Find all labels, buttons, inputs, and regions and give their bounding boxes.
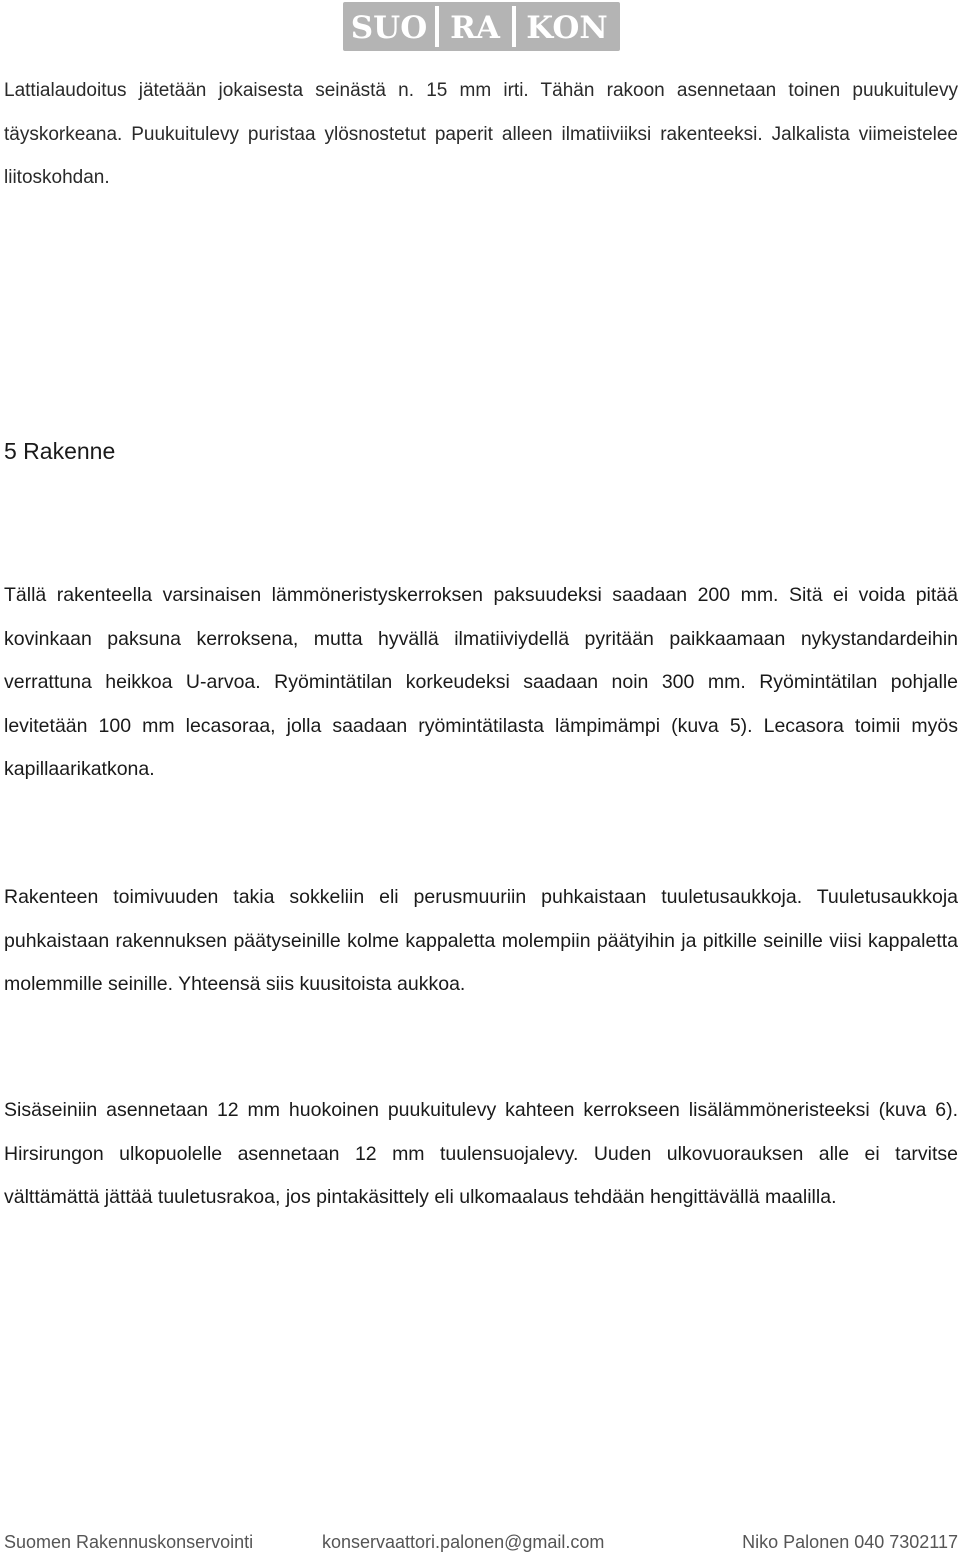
section-heading: 5 Rakenne [4, 438, 116, 464]
footer-contact: Niko Palonen 040 7302117 [742, 1532, 958, 1552]
footer-company: Suomen Rakennuskonservointi [4, 1532, 254, 1552]
intro-paragraph: Lattialaudoitus jätetään jokaisesta seinästä n. 15 mm irti. Tähän rakoon asennetaan toinen puukuitulevy täyskorkeana. Puukuitulevy puristaa ylösnostetut paperit alleen ilmatiiviiksi rakenteeksi. Jalkalista viimeistelee liitoskohdan. [4, 80, 958, 188]
logo-part-1: SUO [350, 10, 428, 46]
body-paragraph-1: Tällä rakenteella varsinaisen lämmöneristyskerroksen paksuudeksi saadaan 200 mm. Sitä ei voida pitää kovinkaan paksuna kerroksena, mutta hyvällä ilmatiiviydellä pyritään paikkaamaan nykystandardeihin verrattuna heikkoa U-arvoa. Ryömintätilan korkeudeksi saadaan noin 300 mm. Ryömintätilan pohjalle levitetään 100 mm lecasoraa, jolla saadaan ryömintätilasta lämpimämpi (kuva 5). Lecasora toimii myös kapillaarikatkona. [4, 584, 958, 780]
body-paragraph-2: Rakenteen toimivuuden takia sokkeliin eli perusmuuriin puhkaistaan tuuletusaukkoja. Tuuletusaukkoja puhkaistaan rakennuksen päätyseinille kolme kappaletta molempiin päätyihin ja pitkille seinille viisi kappaletta molemmille seinille. Yhteensä siis kuusitoista aukkoa. [4, 886, 958, 995]
body-paragraph-3: Sisäseiniin asennetaan 12 mm huokoinen puukuitulevy kahteen kerrokseen lisälämmöneristeeksi (kuva 6). Hirsirungon ulkopuolelle asennetaan 12 mm tuulensuojalevy. Uuden ulkovuorauksen alle ei tarvitse välttämättä jättää tuuletusrakoa, jos pintakäsittely eli ulkomaalaus tehdään hengittävällä maalilla. [4, 1099, 958, 1208]
logo-part-3: KON [526, 10, 608, 46]
footer-email[interactable]: konservaattori.palonen@gmail.com [322, 1532, 605, 1552]
page-footer [0, 1532, 960, 1556]
suorakon-logo [343, 2, 620, 51]
logo-part-2: RA [450, 10, 500, 46]
